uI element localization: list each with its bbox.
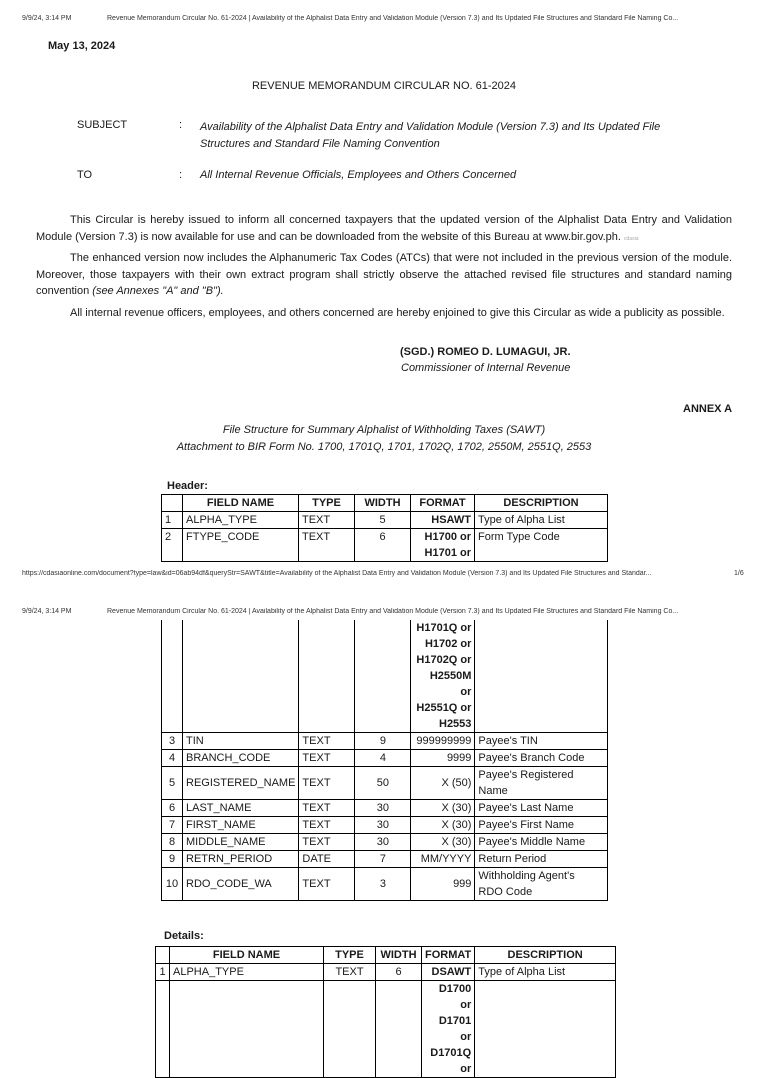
cell-format: HSAWT [411,512,475,529]
signatory-name: (SGD.) ROMEO D. LUMAGUI, JR. [400,346,571,358]
print-datetime-page-2: 9/9/24, 3:14 PM [22,608,72,615]
paragraph-2 [36,250,732,300]
cell-index: 1 [156,964,170,981]
paragraph-1-tag: cdasia [624,235,639,242]
cell-field-name: FTYPE_CODE [183,529,299,562]
cell-type: TEXT [299,767,355,800]
column-header-field-name: FIELD NAME [183,495,299,512]
cell-format: 9999 [411,750,475,767]
cell-type: TEXT [299,529,355,562]
cell-format: H1701Q or H1702 or H1702Q or H2550M or H2551Q or H2553 [411,620,475,733]
annex-title-1: File Structure for Summary Alphalist of Withholding Taxes (SAWT) [222,424,546,436]
cell-description: Form Type Code [475,529,608,562]
cell-index: 4 [162,750,183,767]
cell-type [324,981,376,1078]
cell-width: 4 [355,750,411,767]
column-header-field-name: FIELD NAME [170,947,324,964]
cell-description: Return Period [475,851,608,868]
cell-field-name: RETRN_PERIOD [183,851,299,868]
cell-width: 6 [376,964,422,981]
cell-field-name: REGISTERED_NAME [183,767,299,800]
column-header-index [162,495,183,512]
cell-type: TEXT [324,964,376,981]
cell-type: TEXT [299,834,355,851]
circular-title: REVENUE MEMORANDUM CIRCULAR NO. 61-2024 [251,80,517,92]
cell-index [162,620,183,733]
cell-field-name: FIRST_NAME [183,817,299,834]
cell-index: 2 [162,529,183,562]
cell-format: H1700 or H1701 or [411,529,475,562]
table-row [162,817,608,834]
paragraph-2-text: The enhanced version now includes the Alphanumeric Tax Codes (ATCs) that were not included in the previous version of the module. Moreover, those taxpayers with their own extract program shall strictly observe the attached revised file structures and standard naming convention [36,252,732,297]
table-row [156,981,616,1078]
cell-type: DATE [299,851,355,868]
cell-type: TEXT [299,800,355,817]
paragraph-1-text: This Circular is hereby issued to inform all concerned taxpayers that the updated version of the Alphalist Data Entry and Validation Module (Version 7.3) is now available for use and can be downloaded from the website of this Bureau at www.bir.gov.ph. [36,214,732,243]
column-header-type: TYPE [324,947,376,964]
cell-field-name: ALPHA_TYPE [183,512,299,529]
cell-width: 5 [355,512,411,529]
cell-format: X (50) [411,767,475,800]
subject-colon: : [179,119,183,131]
to-value: All Internal Revenue Officials, Employees and Others Concerned [200,169,517,181]
header-table-header-row [162,495,608,512]
subject-line-1: Availability of the Alphalist Data Entry and Validation Module (Version 7.3) and Its Updated File [200,121,661,133]
cell-format: DSAWT [422,964,475,981]
cell-type: TEXT [299,733,355,750]
to-colon: : [179,169,183,181]
memo-date: May 13, 2024 [48,40,116,52]
cell-type: TEXT [299,512,355,529]
table-row [162,851,608,868]
cell-index [156,981,170,1078]
cell-width: 30 [355,800,411,817]
header-table-caption: Header: [167,480,208,492]
cell-field-name: MIDDLE_NAME [183,834,299,851]
cell-format: X (30) [411,800,475,817]
cell-description: Payee's First Name [475,817,608,834]
details-table-caption: Details: [164,930,204,942]
cell-field-name: ALPHA_TYPE [170,964,324,981]
cell-description: Payee's TIN [475,733,608,750]
cell-type: TEXT [299,750,355,767]
cell-index: 6 [162,800,183,817]
column-header-description: DESCRIPTION [475,495,608,512]
cell-format: D1700 or D1701 or D1701Q or [422,981,475,1078]
column-header-width: WIDTH [376,947,422,964]
cell-index: 5 [162,767,183,800]
cell-index: 8 [162,834,183,851]
annex-label: ANNEX A [683,403,733,415]
column-header-width: WIDTH [355,495,411,512]
cell-type: TEXT [299,868,355,901]
print-title: Revenue Memorandum Circular No. 61-2024 | Availability of the Alphalist Data Entry and Validation Module (Version 7.3) and Its Updated File Structures and Standard File Naming Co... [107,15,679,22]
table-row-continued [162,620,608,733]
cell-width: 50 [355,767,411,800]
table-row [162,767,608,800]
cell-width: 6 [355,529,411,562]
paragraph-2-annex-ref: (see Annexes "A" and "B"). [92,285,224,297]
table-row [162,750,608,767]
signatory-title: Commissioner of Internal Revenue [401,362,571,374]
table-row [162,529,608,562]
subject-line-2: Structures and Standard File Naming Convention [200,138,440,150]
cell-field-name [183,620,299,733]
print-datetime: 9/9/24, 3:14 PM [22,15,72,22]
cell-format: MM/YYYY [411,851,475,868]
cell-description: Payee's Registered Name [475,767,608,800]
cell-field-name: BRANCH_CODE [183,750,299,767]
cell-index: 10 [162,868,183,901]
print-title-page-2: Revenue Memorandum Circular No. 61-2024 | Availability of the Alphalist Data Entry and Validation Module (Version 7.3) and Its Updated File Structures and Standard File Naming Co... [107,608,679,615]
cell-field-name: LAST_NAME [183,800,299,817]
table-row [162,800,608,817]
paragraph-3: All internal revenue officers, employees, and others concerned are hereby enjoined to give this Circular as wide a publicity as possible. [70,307,725,319]
to-label: TO [77,169,93,181]
cell-index: 9 [162,851,183,868]
column-header-description: DESCRIPTION [475,947,616,964]
subject-text [200,119,660,153]
header-table-part-1 [161,494,608,562]
table-row [156,964,616,981]
cell-field-name: RDO_CODE_WA [183,868,299,901]
subject-label: SUBJECT [77,119,128,131]
table-row [162,868,608,901]
details-table [155,946,616,1078]
header-table-part-2 [161,620,608,901]
cell-width: 30 [355,817,411,834]
table-row [162,834,608,851]
cell-description: Payee's Branch Code [475,750,608,767]
cell-description: Withholding Agent's RDO Code [475,868,608,901]
cell-format: X (30) [411,834,475,851]
cell-width: 7 [355,851,411,868]
cell-width [355,620,411,733]
print-footer-url: https://cdasiaonline.com/document?type=law&id=06ab94df&queryStr=SAWT&title=Availability of the Alphalist Data Entry and Validation Module (Version 7.3) and Its Updated File Structures and Standar... [22,570,652,577]
cell-width: 3 [355,868,411,901]
column-header-type: TYPE [299,495,355,512]
cell-description: Payee's Middle Name [475,834,608,851]
cell-field-name: TIN [183,733,299,750]
cell-description: Type of Alpha List [475,512,608,529]
cell-description [475,981,616,1078]
cell-format: 999 [411,868,475,901]
details-table-header-row [156,947,616,964]
column-header-format: FORMAT [422,947,475,964]
cell-index: 3 [162,733,183,750]
cell-description: Type of Alpha List [475,964,616,981]
cell-format: X (30) [411,817,475,834]
table-row [162,512,608,529]
annex-title-2: Attachment to BIR Form No. 1700, 1701Q, 1701, 1702Q, 1702, 2550M, 2551Q, 2553 [176,441,592,453]
cell-type: TEXT [299,817,355,834]
cell-format: 999999999 [411,733,475,750]
table-row [162,733,608,750]
cell-width [376,981,422,1078]
cell-description [475,620,608,733]
cell-description: Payee's Last Name [475,800,608,817]
paragraph-1 [36,212,732,247]
print-footer-page: 1/6 [734,570,744,577]
cell-index: 1 [162,512,183,529]
column-header-format: FORMAT [411,495,475,512]
cell-index: 7 [162,817,183,834]
column-header-index [156,947,170,964]
cell-width: 30 [355,834,411,851]
cell-type [299,620,355,733]
cell-width: 9 [355,733,411,750]
cell-field-name [170,981,324,1078]
